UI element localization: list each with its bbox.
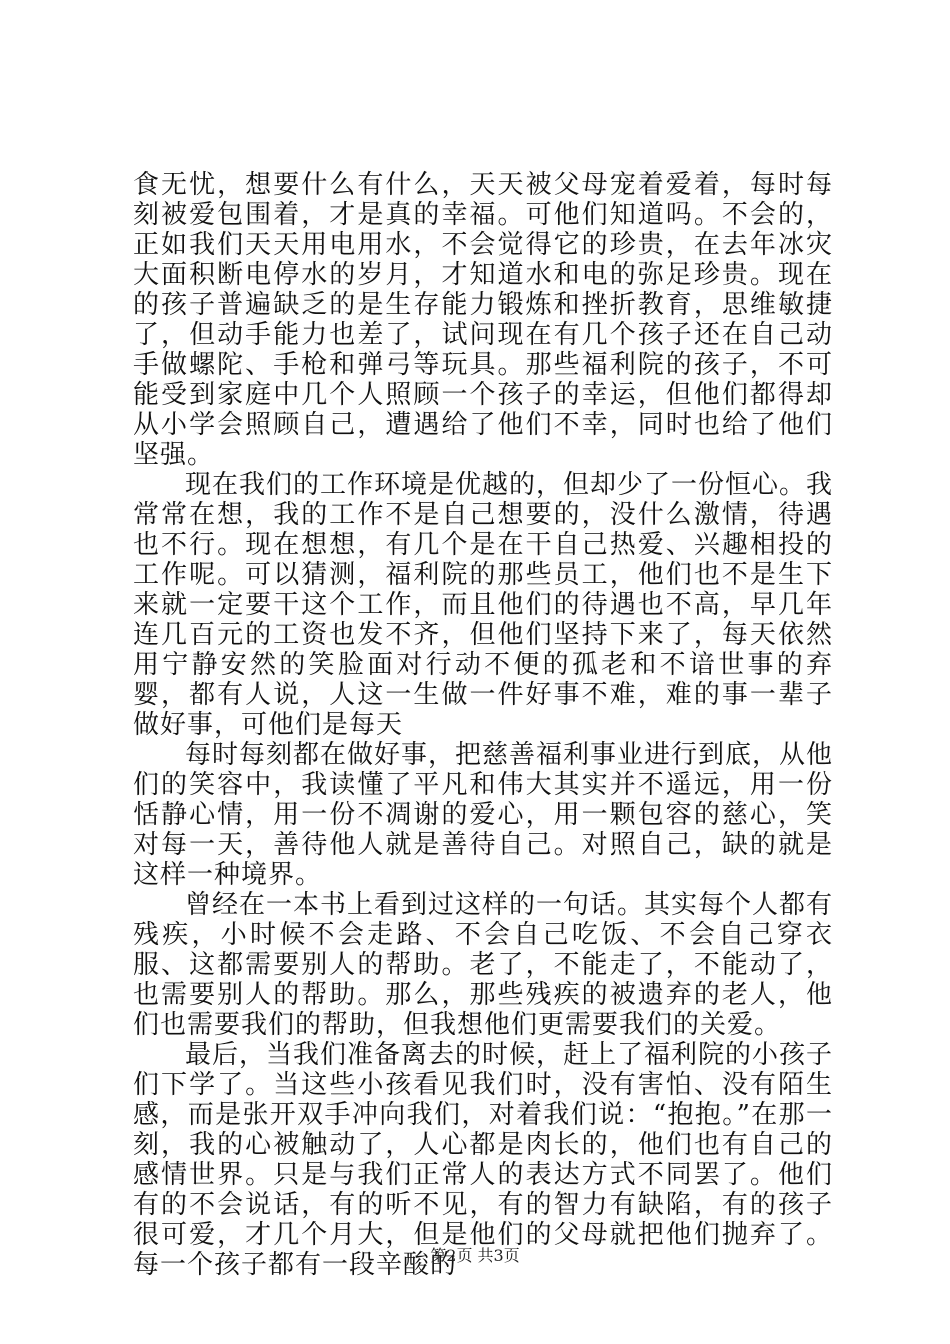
document-body	[133, 170, 833, 1280]
page-footer: 第2页 共3页	[430, 1246, 520, 1265]
paragraph-4: 曾经在一本书上看到过这样的一句话。其实每个人都有残疾，小时候不会走路、不会自己吃饭、不会自己穿衣服、这都需要别人的帮助。老了，不能走了，不能动了，也需要别人的帮助。那么，那些残疾的被遗弃的老人，他们也需要我们的帮助，但我想他们更需要我们的关爱。	[133, 890, 834, 1040]
paragraph-2: 现在我们的工作环境是优越的，但却少了一份恒心。我常常在想，我的工作不是自己想要的，没什么激情，待遇也不行。现在想想，有几个是在干自己热爱、兴趣相投的工作呢。可以猜测，福利院的那些员工，他们也不是生下来就一定要干这个工作，而且他们的待遇也不高，早几年连几百元的工资也发不齐，但他们坚持下来了，每天依然用宁静安然的笑脸面对行动不便的孤老和不谙世事的弃婴，都有人说，人这一生做一件好事不难，难的事一辈子做好事，可他们是每天	[133, 470, 834, 740]
paragraph-1: 食无忧，想要什么有什么，天天被父母宠着爱着，每时每刻被爱包围着，才是真的幸福。可他们知道吗。不会的，正如我们天天用电用水，不会觉得它的珍贵，在去年冰灾大面积断电停水的岁月，才知道水和电的弥足珍贵。现在的孩子普遍缺乏的是生存能力锻炼和挫折教育，思维敏捷了，但动手能力也差了，试问现在有几个孩子还在自己动手做螺陀、手枪和弹弓等玩具。那些福利院的孩子，不可能受到家庭中几个人照顾一个孩子的幸运，但他们都得却从小学会照顾自己，遭遇给了他们不幸，同时也给了他们坚强。	[133, 170, 833, 470]
paragraph-5: 最后，当我们准备离去的时候，赶上了福利院的小孩子们下学了。当这些小孩看见我们时，没有害怕、没有陌生感，而是张开双手冲向我们，对着我们说：“抱抱。”在那一刻，我的心被触动了，人心都是肉长的，他们也有自己的感情世界。只是与我们正常人的表达方式不同罢了。他们有的不会说话，有的听不见，有的智力有缺陷，有的孩子很可爱，才几个月大，但是他们的父母就把他们抛弃了。每一个孩子都有一段辛酸的	[133, 1040, 834, 1280]
paragraph-3: 每时每刻都在做好事，把慈善福利事业进行到底，从他们的笑容中，我读懂了平凡和伟大其实并不遥远，用一份恬静心情，用一份不凋谢的爱心，用一颗包容的慈心，笑对每一天，善待他人就是善待自己。对照自己，缺的就是这样一种境界。	[133, 740, 834, 890]
